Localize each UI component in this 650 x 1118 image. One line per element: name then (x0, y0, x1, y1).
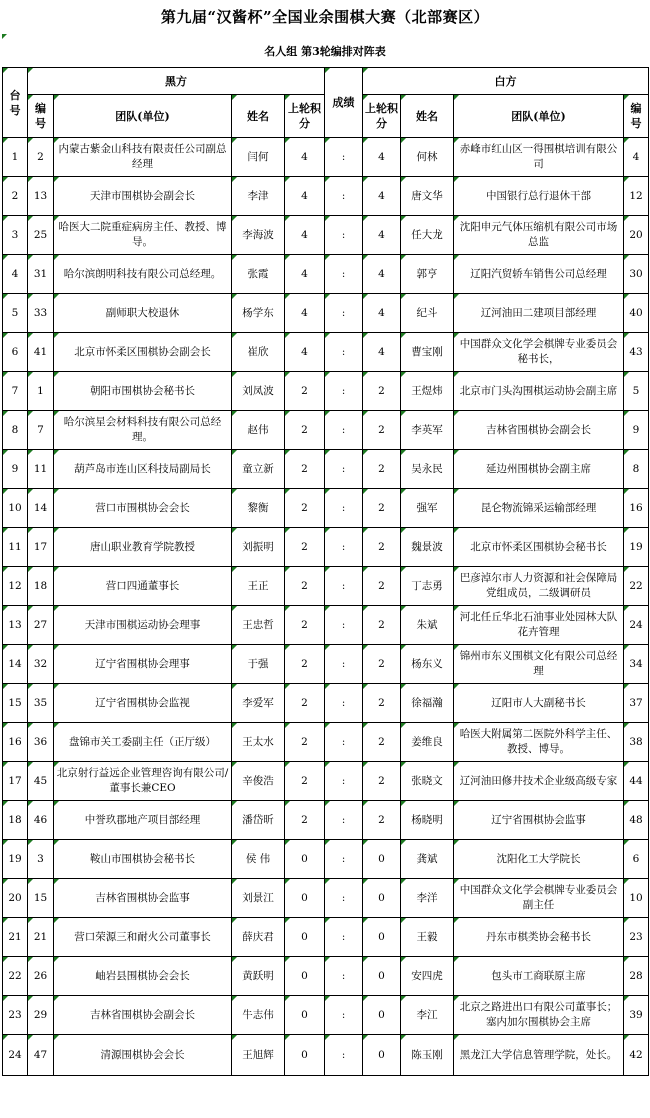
cell-black-number: 32 (28, 645, 54, 684)
cell-white-name: 李江 (401, 996, 454, 1035)
cell-black-team: 辽宁省围棋协会监视 (54, 684, 232, 723)
cell-black-number: 35 (28, 684, 54, 723)
cell-white-score: 4 (363, 138, 401, 177)
cell-white-score: 2 (363, 723, 401, 762)
cell-white-score: 0 (363, 957, 401, 996)
cell-black-number: 36 (28, 723, 54, 762)
cell-black-number: 15 (28, 879, 54, 918)
cell-black-name: 李津 (232, 177, 285, 216)
cell-black-score: 2 (285, 684, 325, 723)
cell-black-score: 2 (285, 723, 325, 762)
cell-black-name: 王正 (232, 567, 285, 606)
table-row (3, 645, 649, 684)
cell-result: : (325, 684, 363, 723)
cell-table-no: 2 (3, 177, 28, 216)
cell-black-name: 侯 伟 (232, 840, 285, 879)
table-row (3, 177, 649, 216)
cell-white-number: 6 (624, 840, 649, 879)
cell-white-score: 2 (363, 645, 401, 684)
cell-white-number: 44 (624, 762, 649, 801)
cell-black-name: 赵伟 (232, 411, 285, 450)
cell-white-number: 9 (624, 411, 649, 450)
cell-black-team: 朝阳市围棋协会秘书长 (54, 372, 232, 411)
cell-white-team: 辽阳市人大副秘书长 (454, 684, 624, 723)
cell-white-team: 巴彦淖尔市人力资源和社会保障局党组成员，二级调研员 (454, 567, 624, 606)
cell-white-team: 中国群众文化学会棋牌专业委员会秘书长， (454, 333, 624, 372)
table-row (3, 762, 649, 801)
cell-white-team: 包头市工商联原主席 (454, 957, 624, 996)
cell-black-number: 7 (28, 411, 54, 450)
cell-result: : (325, 489, 363, 528)
cell-black-score: 4 (285, 255, 325, 294)
cell-black-team: 吉林省围棋协会监事 (54, 879, 232, 918)
cell-table-no: 6 (3, 333, 28, 372)
cell-result: : (325, 645, 363, 684)
cell-black-team: 北京射行益远企业管理咨询有限公司/董事长兼CEO (54, 762, 232, 801)
cell-black-score: 0 (285, 996, 325, 1035)
cell-black-number: 14 (28, 489, 54, 528)
cell-black-name: 王忠哲 (232, 606, 285, 645)
table-row (3, 801, 649, 840)
cell-white-score: 4 (363, 294, 401, 333)
cell-black-name: 王太水 (232, 723, 285, 762)
cell-black-score: 2 (285, 645, 325, 684)
cell-black-number: 11 (28, 450, 54, 489)
cell-black-team: 葫芦岛市连山区科技局副局长 (54, 450, 232, 489)
cell-table-no: 5 (3, 294, 28, 333)
cell-result: : (325, 762, 363, 801)
cell-table-no: 24 (3, 1035, 28, 1076)
cell-white-number: 4 (624, 138, 649, 177)
table-row (3, 567, 649, 606)
table-row (3, 528, 649, 567)
cell-white-number: 22 (624, 567, 649, 606)
cell-white-team: 北京市门头沟围棋运动协会副主席 (454, 372, 624, 411)
cell-black-name: 崔欣 (232, 333, 285, 372)
cell-white-score: 0 (363, 918, 401, 957)
cell-white-number: 19 (624, 528, 649, 567)
table-row (3, 1035, 649, 1076)
cell-white-score: 2 (363, 450, 401, 489)
cell-white-score: 2 (363, 567, 401, 606)
cell-black-score: 2 (285, 489, 325, 528)
cell-result: : (325, 996, 363, 1035)
header-black-name: 姓名 (232, 95, 285, 138)
table-row (3, 411, 649, 450)
cell-black-number: 29 (28, 996, 54, 1035)
cell-black-score: 4 (285, 138, 325, 177)
cell-white-score: 4 (363, 216, 401, 255)
cell-white-team: 延边州围棋协会副主席 (454, 450, 624, 489)
cell-white-team: 北京市怀柔区围棋协会秘书长 (454, 528, 624, 567)
cell-table-no: 10 (3, 489, 28, 528)
table-row (3, 450, 649, 489)
cell-white-number: 40 (624, 294, 649, 333)
cell-black-number: 17 (28, 528, 54, 567)
cell-white-name: 徐福瀚 (401, 684, 454, 723)
pairing-rows (3, 138, 649, 1076)
cell-black-name: 刘凤波 (232, 372, 285, 411)
cell-white-name: 曹宝刚 (401, 333, 454, 372)
cell-white-number: 30 (624, 255, 649, 294)
table-row (3, 918, 649, 957)
cell-black-number: 33 (28, 294, 54, 333)
cell-table-no: 23 (3, 996, 28, 1035)
cell-black-team: 营口荣源三和耐火公司董事长 (54, 918, 232, 957)
cell-black-number: 18 (28, 567, 54, 606)
cell-black-team: 中誉玖郡地产项目部经理 (54, 801, 232, 840)
cell-table-no: 17 (3, 762, 28, 801)
cell-black-score: 2 (285, 606, 325, 645)
cell-black-team: 吉林省围棋协会副会长 (54, 996, 232, 1035)
cell-white-score: 2 (363, 372, 401, 411)
cell-white-name: 强军 (401, 489, 454, 528)
cell-black-score: 0 (285, 957, 325, 996)
cell-black-score: 2 (285, 372, 325, 411)
cell-result: : (325, 333, 363, 372)
cell-white-score: 0 (363, 996, 401, 1035)
cell-white-score: 2 (363, 606, 401, 645)
cell-black-name: 刘景江 (232, 879, 285, 918)
cell-black-number: 25 (28, 216, 54, 255)
cell-table-no: 7 (3, 372, 28, 411)
cell-black-name: 潘岱昕 (232, 801, 285, 840)
cell-black-number: 21 (28, 918, 54, 957)
cell-white-number: 37 (624, 684, 649, 723)
cell-black-score: 2 (285, 450, 325, 489)
table-row (3, 723, 649, 762)
table-row (3, 996, 649, 1035)
cell-black-name: 闫何 (232, 138, 285, 177)
cell-result: : (325, 801, 363, 840)
cell-black-score: 0 (285, 918, 325, 957)
cell-black-team: 唐山职业教育学院教授 (54, 528, 232, 567)
header-black-team: 团队(单位) (54, 95, 232, 138)
cell-white-number: 43 (624, 333, 649, 372)
cell-white-number: 42 (624, 1035, 649, 1076)
cell-white-team: 辽河油田二建项目部经理 (454, 294, 624, 333)
cell-black-name: 薛庆君 (232, 918, 285, 957)
header-table-no: 台号 (3, 68, 28, 138)
cell-white-name: 王毅 (401, 918, 454, 957)
cell-table-no: 12 (3, 567, 28, 606)
cell-black-name: 刘振明 (232, 528, 285, 567)
cell-black-score: 4 (285, 216, 325, 255)
table-row (3, 489, 649, 528)
cell-black-team: 岫岩县围棋协会会长 (54, 957, 232, 996)
cell-black-name: 童立新 (232, 450, 285, 489)
cell-white-number: 16 (624, 489, 649, 528)
cell-white-team: 昆仑物流锦采运输部经理 (454, 489, 624, 528)
cell-white-team: 哈医大附属第二医院外科学主任、教授、博导。 (454, 723, 624, 762)
cell-table-no: 13 (3, 606, 28, 645)
cell-white-name: 陈玉刚 (401, 1035, 454, 1076)
cell-white-score: 2 (363, 528, 401, 567)
cell-white-name: 李英军 (401, 411, 454, 450)
cell-black-name: 王旭辉 (232, 1035, 285, 1076)
cell-white-score: 4 (363, 333, 401, 372)
cell-black-number: 27 (28, 606, 54, 645)
cell-result: : (325, 1035, 363, 1076)
page-title: 第九届“汉酱杯”全国业余围棋大赛（北部赛区） (160, 8, 490, 26)
cell-black-score: 2 (285, 567, 325, 606)
cell-black-name: 杨学东 (232, 294, 285, 333)
cell-white-number: 10 (624, 879, 649, 918)
cell-white-score: 2 (363, 489, 401, 528)
cell-table-no: 19 (3, 840, 28, 879)
table-row (3, 879, 649, 918)
cell-white-team: 沈阳化工大学院长 (454, 840, 624, 879)
table-row (3, 372, 649, 411)
cell-white-team: 吉林省围棋协会副会长 (454, 411, 624, 450)
header-result: 成绩 (325, 68, 363, 138)
cell-white-score: 4 (363, 255, 401, 294)
cell-white-name: 王煜炜 (401, 372, 454, 411)
table-row (3, 840, 649, 879)
cell-table-no: 11 (3, 528, 28, 567)
header-white-name: 姓名 (401, 95, 454, 138)
cell-white-name: 李洋 (401, 879, 454, 918)
cell-result: : (325, 216, 363, 255)
cell-black-number: 46 (28, 801, 54, 840)
cell-white-score: 4 (363, 177, 401, 216)
cell-white-name: 安四虎 (401, 957, 454, 996)
cell-black-number: 41 (28, 333, 54, 372)
cell-table-no: 1 (3, 138, 28, 177)
cell-result: : (325, 450, 363, 489)
cell-white-team: 黑龙江大学信息管理学院，处长。 (454, 1035, 624, 1076)
cell-white-name: 郭亨 (401, 255, 454, 294)
cell-result: : (325, 840, 363, 879)
cell-white-name: 魏景波 (401, 528, 454, 567)
cell-white-name: 纪斗 (401, 294, 454, 333)
cell-black-team: 内蒙古紫金山科技有限责任公司副总经理 (54, 138, 232, 177)
cell-white-number: 34 (624, 645, 649, 684)
cell-black-team: 鞍山市围棋协会秘书长 (54, 840, 232, 879)
cell-white-name: 杨东义 (401, 645, 454, 684)
cell-black-name: 李海波 (232, 216, 285, 255)
cell-black-team: 清源围棋协会会长 (54, 1035, 232, 1076)
cell-white-number: 28 (624, 957, 649, 996)
cell-white-team: 丹东市棋类协会秘书长 (454, 918, 624, 957)
table-row (3, 255, 649, 294)
cell-black-team: 辽宁省围棋协会理事 (54, 645, 232, 684)
cell-result: : (325, 723, 363, 762)
cell-black-score: 4 (285, 333, 325, 372)
pairing-table (2, 67, 649, 1076)
cell-white-name: 任大龙 (401, 216, 454, 255)
table-row (3, 138, 649, 177)
cell-black-number: 47 (28, 1035, 54, 1076)
cell-result: : (325, 567, 363, 606)
cell-black-score: 0 (285, 840, 325, 879)
cell-white-name: 唐文华 (401, 177, 454, 216)
cell-black-team: 哈尔滨朗明科技有限公司总经理。 (54, 255, 232, 294)
cell-black-team: 天津市围棋协会副会长 (54, 177, 232, 216)
cell-table-no: 8 (3, 411, 28, 450)
cell-white-number: 48 (624, 801, 649, 840)
cell-white-name: 吴永民 (401, 450, 454, 489)
cell-result: : (325, 138, 363, 177)
cell-black-score: 0 (285, 879, 325, 918)
cell-result: : (325, 879, 363, 918)
cell-white-team: 北京之路进出口有限公司董事长；塞内加尔围棋协会主席 (454, 996, 624, 1035)
cell-white-number: 23 (624, 918, 649, 957)
cell-black-team: 北京市怀柔区围棋协会副会长 (54, 333, 232, 372)
cell-black-name: 李爱军 (232, 684, 285, 723)
cell-black-team: 营口四通董事长 (54, 567, 232, 606)
cell-white-score: 2 (363, 411, 401, 450)
cell-table-no: 22 (3, 957, 28, 996)
cell-white-number: 38 (624, 723, 649, 762)
header-black-number: 编号 (28, 95, 54, 138)
cell-black-score: 2 (285, 801, 325, 840)
cell-black-name: 牛志伟 (232, 996, 285, 1035)
cell-result: : (325, 255, 363, 294)
cell-white-team: 辽阳汽贸轿车销售公司总经理 (454, 255, 624, 294)
cell-result: : (325, 606, 363, 645)
cell-white-team: 辽宁省围棋协会监事 (454, 801, 624, 840)
cell-black-number: 13 (28, 177, 54, 216)
cell-black-team: 副师职大校退休 (54, 294, 232, 333)
cell-table-no: 4 (3, 255, 28, 294)
cell-result: : (325, 528, 363, 567)
cell-result: : (325, 177, 363, 216)
cell-white-team: 赤峰市红山区一得围棋培训有限公司 (454, 138, 624, 177)
cell-black-number: 26 (28, 957, 54, 996)
cell-white-score: 2 (363, 762, 401, 801)
cell-white-score: 2 (363, 801, 401, 840)
table-subtitle: 名人组 第3轮编排对阵表 (264, 45, 386, 58)
cell-white-team: 辽河油田修井技术企业级高级专家 (454, 762, 624, 801)
cell-black-score: 2 (285, 528, 325, 567)
cell-black-name: 黄跃明 (232, 957, 285, 996)
cell-black-team: 哈医大二院重症病房主任、教授、博导。 (54, 216, 232, 255)
cell-white-score: 0 (363, 1035, 401, 1076)
cell-white-name: 姜维良 (401, 723, 454, 762)
table-row (3, 684, 649, 723)
cell-black-score: 0 (285, 1035, 325, 1076)
header-white-team: 团队(单位) (454, 95, 624, 138)
cell-table-no: 18 (3, 801, 28, 840)
table-row (3, 957, 649, 996)
cell-black-name: 辛俊浩 (232, 762, 285, 801)
cell-marker-icon (2, 34, 7, 39)
cell-white-score: 2 (363, 684, 401, 723)
cell-white-number: 24 (624, 606, 649, 645)
header-white-side: 白方 (363, 68, 649, 95)
cell-white-name: 朱斌 (401, 606, 454, 645)
cell-white-name: 丁志勇 (401, 567, 454, 606)
cell-white-number: 12 (624, 177, 649, 216)
cell-black-team: 天津市围棋运动协会理事 (54, 606, 232, 645)
cell-black-number: 31 (28, 255, 54, 294)
table-row (3, 216, 649, 255)
cell-white-name: 龚斌 (401, 840, 454, 879)
cell-black-team: 盘锦市关工委副主任（正厅级） (54, 723, 232, 762)
cell-result: : (325, 957, 363, 996)
cell-black-score: 2 (285, 411, 325, 450)
cell-black-number: 2 (28, 138, 54, 177)
cell-black-score: 4 (285, 177, 325, 216)
cell-white-name: 张晓文 (401, 762, 454, 801)
cell-black-number: 3 (28, 840, 54, 879)
cell-black-name: 张霞 (232, 255, 285, 294)
cell-table-no: 14 (3, 645, 28, 684)
cell-white-number: 39 (624, 996, 649, 1035)
cell-white-team: 中国群众文化学会棋牌专业委员会副主任 (454, 879, 624, 918)
header-white-number: 编号 (624, 95, 649, 138)
cell-black-team: 营口市围棋协会会长 (54, 489, 232, 528)
table-row (3, 333, 649, 372)
header-black-prev-score: 上轮积分 (285, 95, 325, 138)
cell-white-team: 锦州市东义围棋文化有限公司总经理 (454, 645, 624, 684)
header-white-prev-score: 上轮积分 (363, 95, 401, 138)
cell-black-score: 2 (285, 762, 325, 801)
cell-black-score: 4 (285, 294, 325, 333)
cell-black-team: 哈尔滨星会材料科技有限公司总经理。 (54, 411, 232, 450)
cell-result: : (325, 372, 363, 411)
cell-table-no: 9 (3, 450, 28, 489)
cell-table-no: 16 (3, 723, 28, 762)
header-black-side: 黑方 (28, 68, 325, 95)
table-row (3, 294, 649, 333)
cell-white-name: 杨晓明 (401, 801, 454, 840)
cell-table-no: 3 (3, 216, 28, 255)
cell-white-number: 8 (624, 450, 649, 489)
cell-white-score: 0 (363, 840, 401, 879)
cell-black-name: 于强 (232, 645, 285, 684)
cell-table-no: 21 (3, 918, 28, 957)
cell-white-team: 河北任丘华北石油事业处园林大队花卉管理 (454, 606, 624, 645)
cell-white-team: 沈阳申元气体压缩机有限公司市场总监 (454, 216, 624, 255)
cell-black-number: 45 (28, 762, 54, 801)
cell-white-name: 何林 (401, 138, 454, 177)
cell-white-team: 中国银行总行退休干部 (454, 177, 624, 216)
cell-white-number: 5 (624, 372, 649, 411)
cell-white-score: 0 (363, 879, 401, 918)
cell-white-number: 20 (624, 216, 649, 255)
cell-table-no: 15 (3, 684, 28, 723)
cell-black-name: 黎衡 (232, 489, 285, 528)
cell-table-no: 20 (3, 879, 28, 918)
cell-result: : (325, 294, 363, 333)
table-row (3, 606, 649, 645)
cell-result: : (325, 918, 363, 957)
cell-black-number: 1 (28, 372, 54, 411)
cell-result: : (325, 411, 363, 450)
